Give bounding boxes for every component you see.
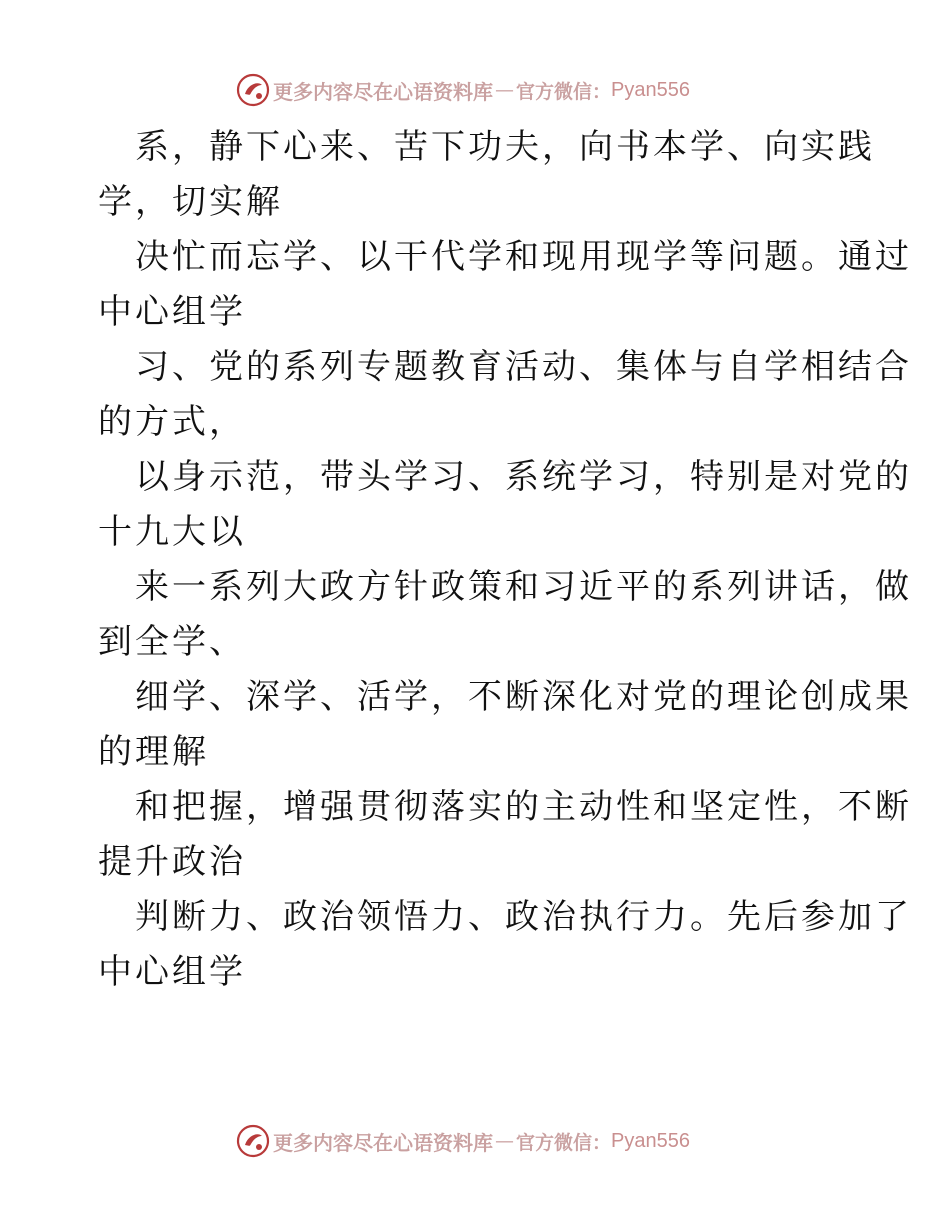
paragraph-continuation-line: 的方式，	[98, 402, 246, 442]
document-body	[98, 120, 912, 1000]
footer-watermark	[236, 1124, 690, 1158]
paragraph	[98, 450, 912, 560]
paragraph-first-line: 决忙而忘学、以干代学和现用现学等问题。通过	[135, 237, 912, 277]
paragraph-first-line: 来一系列大政方针政策和习近平的系列讲话，做	[135, 567, 912, 607]
watermark-separator: —	[495, 1130, 514, 1152]
watermark-separator: —	[495, 79, 514, 101]
watermark-wechat-id: Pyan556	[611, 78, 690, 101]
watermark-sub-label: 官方微信：	[516, 1131, 612, 1154]
paragraph	[98, 780, 912, 890]
paragraph-continuation-line: 到全学、	[98, 622, 246, 662]
watermark-wechat-id: Pyan556	[611, 1129, 690, 1152]
paragraph	[98, 120, 875, 230]
paragraph	[98, 340, 912, 450]
paragraph-continuation-line: 的理解	[98, 732, 209, 772]
paragraph-first-line: 以身示范，带头学习、系统学习，特别是对党的	[135, 457, 912, 497]
paragraph-continuation-line: 中心组学	[98, 292, 246, 332]
paragraph	[98, 230, 912, 340]
red-seal-logo-icon	[236, 1124, 270, 1158]
paragraph-first-line: 习、党的系列专题教育活动、集体与自学相结合	[135, 347, 912, 387]
paragraph-first-line: 和把握，增强贯彻落实的主动性和坚定性，不断	[135, 787, 912, 827]
paragraph-first-line: 细学、深学、活学，不断深化对党的理论创成果	[135, 677, 912, 717]
watermark-text: 更多内容尽在心语资料库	[273, 1130, 493, 1155]
paragraph-continuation-line: 中心组学	[98, 952, 246, 992]
paragraph-continuation-line: 学，切实解	[98, 182, 283, 222]
paragraph-first-line: 判断力、政治领悟力、政治执行力。先后参加了	[135, 897, 912, 937]
paragraph	[98, 670, 912, 780]
paragraph	[98, 890, 912, 1000]
paragraph-first-line: 系，静下心来、苦下功夫，向书本学、向实践	[135, 127, 875, 167]
watermark-text: 更多内容尽在心语资料库	[273, 79, 493, 104]
paragraph	[98, 560, 912, 670]
paragraph-continuation-line: 十九大以	[98, 512, 246, 552]
watermark-sub-label: 官方微信：	[516, 80, 612, 103]
header-watermark	[236, 73, 690, 107]
paragraph-continuation-line: 提升政治	[98, 842, 246, 882]
red-seal-logo-icon	[236, 73, 270, 107]
